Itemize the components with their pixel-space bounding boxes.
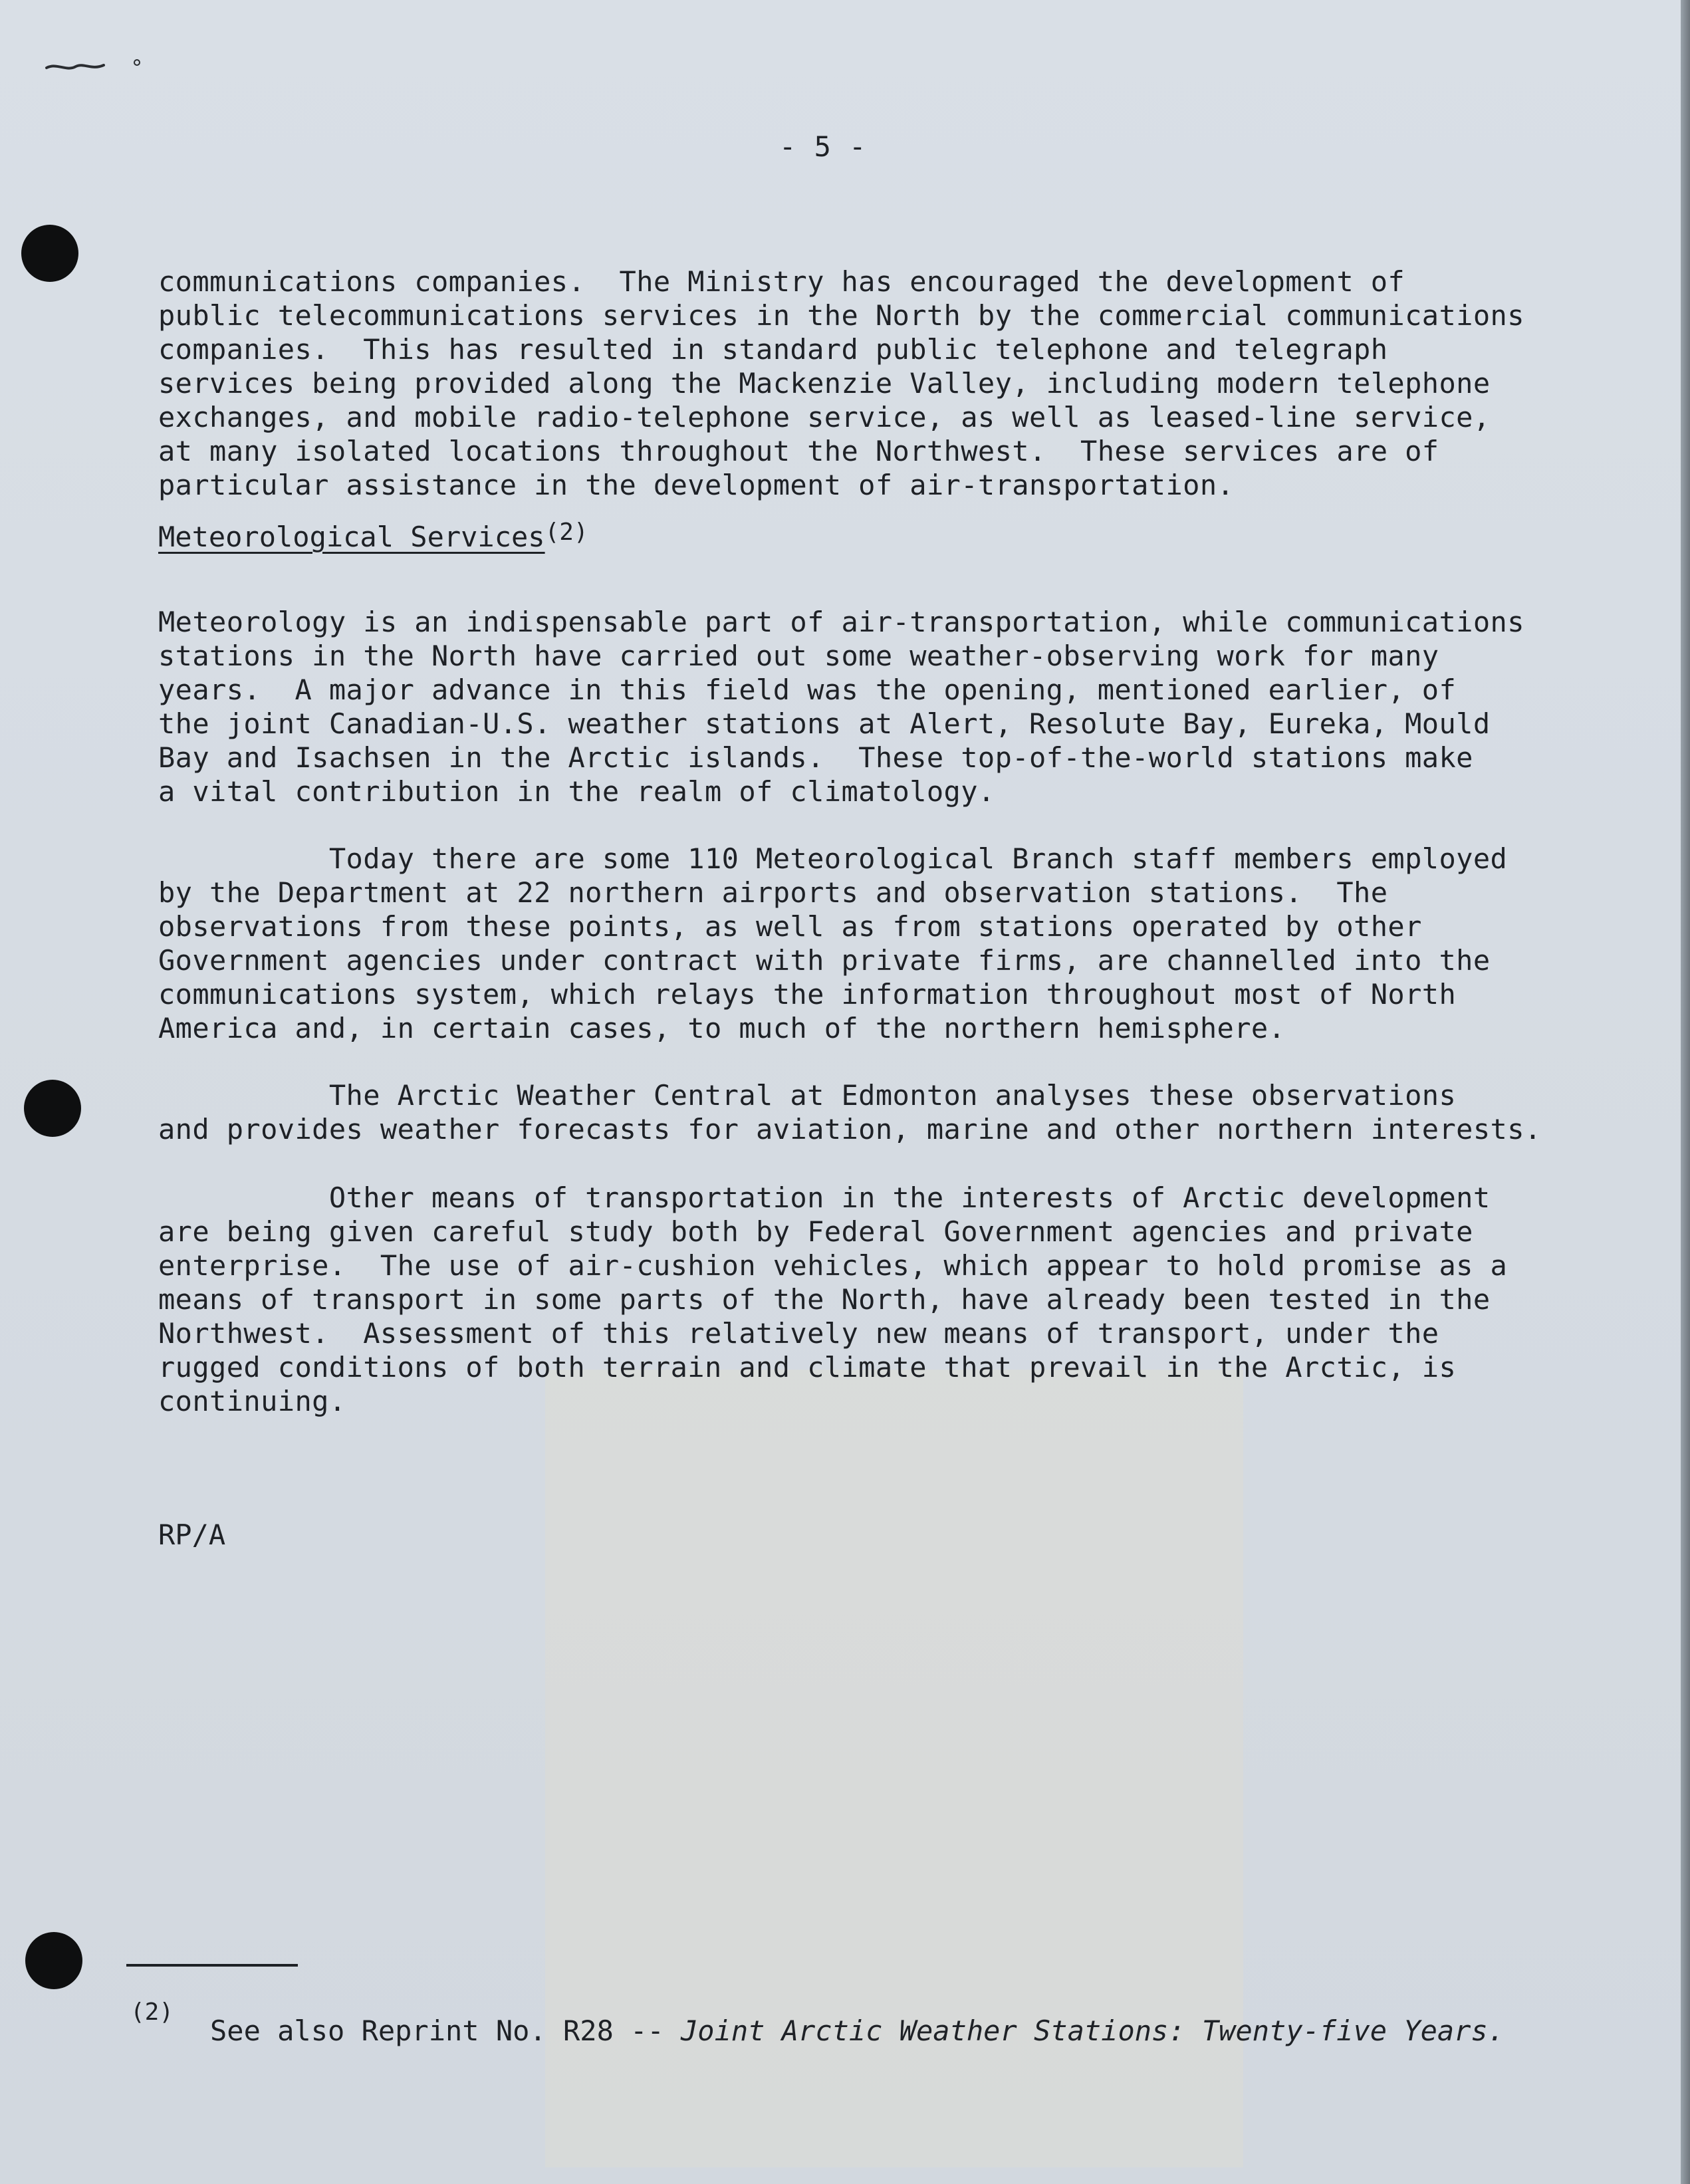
footnote-lead: See also Reprint No. R28 -- [210, 2014, 681, 2047]
paragraph-transportation: Other means of transportation in the interests of Arctic development are being given careful study both by Federal Government agencies and private enterprise. The use of air-cushion vehicles, which appear to hold promise as a means of transport in some parts of the North, have already been tested in the Northwest. Assessment of this relatively new means of transport, under the rugged conditions of both terrain and climate that prevail in the Arctic, is continuing. [158, 1181, 1508, 1417]
binder-hole-bottom [25, 1932, 82, 1989]
binder-hole-top [21, 225, 78, 282]
footnote-title: Joint Arctic Weather Stations: Twenty-five Years. [681, 2014, 1505, 2047]
footnote-text [210, 2014, 1505, 2047]
intro-paragraph: communications companies. The Ministry has encouraged the development of public telecommunications services in the North by the commercial communications companies. This has resulted in standard public telephone and telegraph services being provided along the Mackenzie Valley, including modern telephone exchanges, and mobile radio-telephone service, as well as leased-line service, at many isolated locations throughout the Northwest. These services are of particular assistance in the development of air-transportation. [158, 265, 1524, 501]
section-heading-text: Meteorological Services [158, 521, 545, 553]
paper-bleed-through [545, 1370, 1243, 2167]
page-edge-shadow [1681, 0, 1690, 2184]
heading-footnote-ref: (2) [544, 519, 588, 546]
paragraph-staff: Today there are some 110 Meteorological Branch staff members employed by the Department at 22 northern airports and observation stations. The observations from these points, as well as from stations operated by other Government agencies under contract with private firms, are channelled into the communications system, which relays the information throughout most of North America and, in certain cases, to much of the northern hemisphere. [158, 842, 1508, 1044]
binder-hole-middle [24, 1080, 81, 1137]
page-number: - 5 - [779, 130, 867, 163]
section-heading [158, 520, 588, 556]
paper-scuff-mark [44, 57, 144, 74]
footnote-divider [126, 1964, 298, 1967]
author-initials: RP/A [158, 1518, 226, 1551]
paragraph-meteorology: Meteorology is an indispensable part of air-transportation, while communications stations in the North have carried out some weather-observing work for many years. A major advance in this field was the opening, mentioned earlier, of the joint Canadian-U.S. weather stations at Alert, Resolute Bay, Eureka, Mould Bay and Isachsen in the Arctic islands. These top-of-the-world stations make a vital contribution in the realm of climatology. [158, 606, 1524, 808]
paragraph-weather-central: The Arctic Weather Central at Edmonton analyses these observations and provides weather forecasts for aviation, marine and other northern interests. [158, 1079, 1542, 1146]
footnote-marker: (2) [130, 1999, 174, 2026]
